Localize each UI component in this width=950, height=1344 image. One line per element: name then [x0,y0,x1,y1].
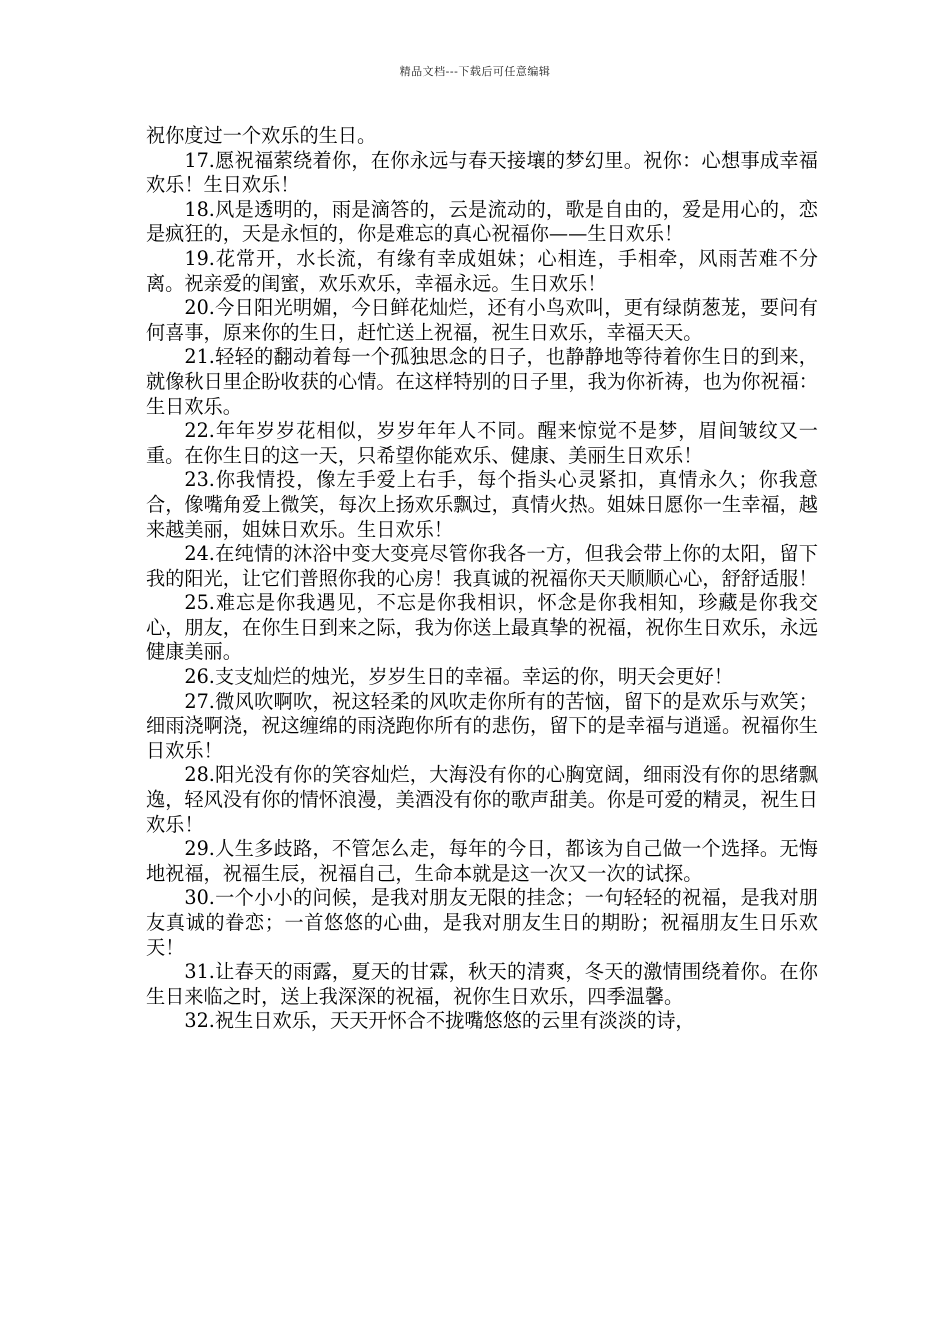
paragraph: 26.支支灿烂的烛光，岁岁生日的幸福。幸运的你，明天会更好！ [184,665,733,689]
paragraph: 20.今日阳光明媚，今日鲜花灿烂，还有小鸟欢叫，更有绿荫葱茏，要问有何喜事，原来你的生日，赶忙送上祝福，祝生日欢乐，幸福天天。 [146,296,818,344]
paragraph: 22.年年岁岁花相似，岁岁年年人不同。醒来惊觉不是梦，眉间皱纹又一重。在你生日的这一天，只希望你能欢乐、健康、美丽生日欢乐！ [146,419,818,467]
paragraph: 27.微风吹啊吹，祝这轻柔的风吹走你所有的苦恼，留下的是欢乐与欢笑；细雨浇啊浇，祝这缠绵的雨浇跑你所有的悲伤，留下的是幸福与逍遥。祝福你生日欢乐！ [146,689,818,762]
paragraph: 19.花常开，水长流，有缘有幸成姐妹；心相连，手相牵，风雨苦难不分离。祝亲爱的闺蜜，欢乐欢乐，幸福永远。生日欢乐！ [146,246,818,295]
paragraph: 32.祝生日欢乐，天天开怀合不拢嘴悠悠的云里有淡淡的诗， [184,1009,695,1033]
paragraph: 23.你我情投，像左手爱上右手，每个指头心灵紧扣，真情永久；你我意合，像嘴角爱上微笑，每次上扬欢乐飘过，真情火热。姐妹日愿你一生幸福，越来越美丽，姐妹日欢乐。生日欢乐！ [146,468,818,541]
paragraph: 29.人生多歧路，不管怎么走，每年的今日，都该为自己做一个选择。无悔地祝福，祝福生辰，祝福自己，生命本就是这一次又一次的试探。 [146,837,818,885]
paragraph: 28.阳光没有你的笑容灿烂，大海没有你的心胸宽阔，细雨没有你的思绪飘逸，轻风没有你的情怀浪漫，美酒没有你的歌声甜美。你是可爱的精灵，祝生日欢乐！ [146,763,818,836]
document-body [146,124,818,1034]
paragraph: 18.风是透明的，雨是滴答的，云是流动的，歌是自由的，爱是用心的，恋是疯狂的，天是永恒的，你是难忘的真心祝福你——生日欢乐！ [146,197,818,246]
page-header: 精品文档---下载后可任意编辑 [399,65,551,78]
paragraph: 17.愿祝福萦绕着你，在你永远与春天接壤的梦幻里。祝你：心想事成幸福欢乐！生日欢乐！ [146,148,818,197]
paragraph: 21.轻轻的翻动着每一个孤独思念的日子，也静静地等待着你生日的到来，就像秋日里企盼收获的心情。在这样特别的日子里，我为你祈祷，也为你祝福：生日欢乐。 [146,345,818,418]
paragraph: 30.一个小小的问候，是我对朋友无限的挂念；一句轻轻的祝福，是我对朋友真诚的眷恋；一首悠悠的心曲，是我对朋友生日的期盼；祝福朋友生日乐欢天！ [146,886,818,959]
paragraph: 31.让春天的雨露，夏天的甘霖，秋天的清爽，冬天的激情围绕着你。在你生日来临之时，送上我深深的祝福，祝你生日欢乐，四季温馨。 [146,960,818,1008]
paragraph: 25.难忘是你我遇见，不忘是你我相识，怀念是你我相知，珍藏是你我交心，朋友，在你生日到来之际，我为你送上最真挚的祝福，祝你生日欢乐，永远健康美丽。 [146,591,818,664]
paragraph: 24.在纯情的沐浴中变大变亮尽管你我各一方，但我会带上你的太阳，留下我的阳光，让它们普照你我的心房！我真诚的祝福你天天顺顺心心，舒舒适服！ [146,542,818,590]
paragraph: 祝你度过一个欢乐的生日。 [146,124,377,147]
